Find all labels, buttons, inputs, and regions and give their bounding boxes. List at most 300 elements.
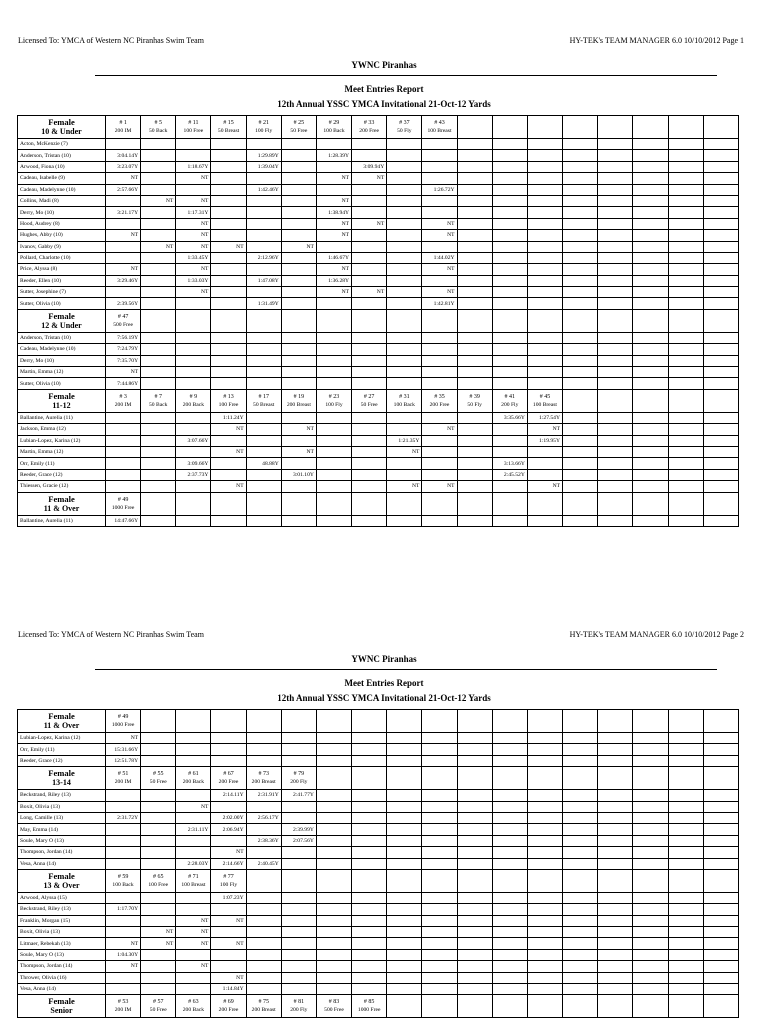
event-header-cell [352, 995, 387, 1018]
event-name: 200 Back [182, 401, 205, 408]
entry-time [422, 915, 457, 926]
event-header-cell [422, 767, 457, 790]
entry-time [316, 755, 351, 766]
entry-time [141, 915, 176, 926]
entry-time [668, 904, 703, 915]
table-row [18, 972, 739, 983]
event-header-cell [141, 995, 176, 1018]
entry-time [703, 744, 738, 755]
entry-time [703, 801, 738, 812]
event-header-cell [633, 995, 668, 1018]
entry-time [387, 961, 422, 972]
entry-time [141, 858, 176, 869]
entry-time [352, 733, 387, 744]
event-header-cell [176, 710, 211, 733]
event-number: # 69 [223, 999, 234, 1006]
event-header-cell [281, 767, 316, 790]
entry-time: 7:24.79Y [106, 344, 141, 355]
entry-time: 7:35.70Y [106, 355, 141, 366]
table-row [18, 904, 739, 915]
entry-time: 1:19.95Y [527, 435, 562, 446]
entry-time [492, 812, 527, 823]
entry-time: NT [211, 424, 246, 435]
entry-time [703, 824, 738, 835]
swimmer-name: Cadeau, Madelynne (10) [18, 344, 106, 355]
event-header-cell [598, 995, 633, 1018]
entry-time [316, 915, 351, 926]
entry-time [668, 801, 703, 812]
entry-time [352, 858, 387, 869]
entry-time: NT [176, 287, 211, 298]
entry-time [246, 961, 281, 972]
entry-time [281, 892, 316, 903]
swimmer-name: Cadeau, Isabelle (9) [18, 173, 106, 184]
event-header-cell [492, 869, 527, 892]
event-header-cell [176, 869, 211, 892]
entry-time: NT [211, 847, 246, 858]
entry-time [211, 733, 246, 744]
entry-time [668, 949, 703, 960]
entry-time [281, 927, 316, 938]
swimmer-name: Vesa, Anna (14) [18, 858, 106, 869]
entry-time [141, 812, 176, 823]
meet-title: 12th Annual YSSC YMCA Invitational 21-Oct-12 Yards [277, 99, 491, 109]
entry-time [141, 824, 176, 835]
entry-time [281, 904, 316, 915]
entry-time [703, 847, 738, 858]
entry-time [457, 812, 492, 823]
event-number: # 63 [188, 999, 199, 1006]
entry-time [598, 824, 633, 835]
event-number: # 27 [363, 393, 375, 400]
entry-time [246, 972, 281, 983]
entry-time [598, 858, 633, 869]
event-number: # 21 [258, 120, 269, 126]
entry-time [141, 972, 176, 983]
event-header-cell [703, 767, 738, 790]
entry-time [141, 790, 176, 801]
entry-time [598, 755, 633, 766]
swimmer-name: Reeder, Grace (12) [18, 755, 106, 766]
entry-time: 15:31.66Y [106, 744, 141, 755]
event-header-cell [281, 710, 316, 733]
entry-time [106, 824, 141, 835]
event-header-cell [352, 767, 387, 790]
swimmer-name: Sutter, Olivia (10) [18, 298, 106, 309]
event-header-cell [563, 995, 598, 1018]
entry-time [527, 949, 562, 960]
entry-time: 7:44.86Y [106, 378, 141, 389]
entry-time [352, 949, 387, 960]
entry-time [668, 961, 703, 972]
event-header-cell [422, 710, 457, 733]
entry-time [176, 835, 211, 846]
entry-time [527, 938, 562, 949]
entry-time [106, 801, 141, 812]
entry-time [633, 892, 668, 903]
group-gender: Female [48, 711, 75, 721]
entry-time [527, 755, 562, 766]
entry-time [352, 984, 387, 995]
entry-time [668, 858, 703, 869]
event-header-cell [106, 995, 141, 1018]
entry-time [633, 915, 668, 926]
event-name: 200 Fly [501, 401, 519, 408]
entry-time [141, 949, 176, 960]
entry-time: NT [176, 195, 211, 206]
event-name: 200 Back [182, 1007, 205, 1014]
event-header-cell [387, 869, 422, 892]
event-name: 200 IM [114, 401, 132, 408]
event-header-cell [633, 767, 668, 790]
entry-time: 1:17.70Y [106, 904, 141, 915]
event-header-cell [141, 767, 176, 790]
entry-time [106, 847, 141, 858]
entry-time [352, 961, 387, 972]
entry-time [352, 972, 387, 983]
entry-time [527, 744, 562, 755]
event-header-cell [246, 767, 281, 790]
event-header-cell [246, 710, 281, 733]
entry-time [387, 904, 422, 915]
entry-time: 1:18.67Y [176, 161, 211, 172]
event-header-cell [457, 869, 492, 892]
swimmer-name: Lubian-Lopez, Karina (12) [18, 733, 106, 744]
entry-time [281, 915, 316, 926]
group-age: 12 & Under [41, 320, 82, 330]
entry-time [633, 733, 668, 744]
entry-time [457, 858, 492, 869]
entry-time [316, 847, 351, 858]
event-name: 50 Free [360, 401, 378, 408]
event-number: # 37 [399, 120, 410, 126]
entry-time [352, 755, 387, 766]
entry-time [211, 835, 246, 846]
entry-time [563, 847, 598, 858]
event-header-cell [703, 869, 738, 892]
entry-time: 1:04.30Y [106, 949, 141, 960]
entry-time [422, 949, 457, 960]
table-row [18, 961, 739, 972]
entry-time [387, 801, 422, 812]
entry-time [633, 938, 668, 949]
entry-time [176, 984, 211, 995]
entry-time [141, 961, 176, 972]
entry-time: NT [422, 230, 457, 241]
entry-time [211, 755, 246, 766]
entry-time [141, 835, 176, 846]
event-header-cell [527, 710, 562, 733]
entry-time: NT [211, 446, 246, 457]
entry-time [668, 824, 703, 835]
entry-time: 1:17.31Y [176, 207, 211, 218]
entry-time [176, 812, 211, 823]
event-name: 100 Back [393, 401, 415, 408]
entry-time: NT [176, 264, 211, 275]
event-name: 100 Fly [325, 401, 343, 408]
entry-time [387, 824, 422, 835]
entry-time [246, 938, 281, 949]
entry-time: 2:39.99Y [281, 824, 316, 835]
entry-time [211, 927, 246, 938]
entry-time [422, 972, 457, 983]
group-age: Senior [50, 1006, 73, 1016]
entry-time [703, 904, 738, 915]
entry-time [668, 744, 703, 755]
entry-time [457, 892, 492, 903]
entry-time [316, 972, 351, 983]
entry-time [281, 812, 316, 823]
entry-time [106, 858, 141, 869]
entry-time [316, 733, 351, 744]
entry-time: NT [106, 733, 141, 744]
entry-time [457, 927, 492, 938]
entry-time [422, 927, 457, 938]
entry-time: NT [176, 961, 211, 972]
event-name: 100 Breast [427, 128, 452, 134]
swimmer-name: Pollard, Charlotte (10) [18, 252, 106, 263]
table-row [18, 847, 739, 858]
event-number: # 77 [223, 873, 234, 880]
entry-time [176, 892, 211, 903]
entry-time [176, 755, 211, 766]
entry-time [457, 847, 492, 858]
entry-time [633, 949, 668, 960]
entry-time [598, 892, 633, 903]
entry-time [316, 858, 351, 869]
entry-time [633, 927, 668, 938]
event-name: 50 Breast [217, 128, 240, 134]
group-age: 10 & Under [41, 127, 82, 136]
swimmer-name: Thompson, Jordan (14) [18, 961, 106, 972]
entry-time [387, 938, 422, 949]
entry-time [703, 972, 738, 983]
entry-time [703, 835, 738, 846]
entry-time [527, 790, 562, 801]
entry-time [387, 744, 422, 755]
entry-time [387, 835, 422, 846]
entry-time [387, 755, 422, 766]
event-name: 100 Free [218, 401, 239, 408]
event-number: # 85 [363, 999, 375, 1006]
event-header-cell [633, 869, 668, 892]
entry-time [527, 915, 562, 926]
entry-time [668, 733, 703, 744]
entry-time: NT [106, 230, 141, 241]
entry-time [176, 744, 211, 755]
event-header-cell [352, 710, 387, 733]
entry-time [703, 984, 738, 995]
event-name: 100 Back [323, 128, 345, 134]
entry-time [457, 915, 492, 926]
event-header-cell [211, 869, 246, 892]
entry-time: 1:46.67Y [316, 252, 351, 263]
event-name: 200 Back [182, 779, 205, 786]
entry-time [281, 744, 316, 755]
entry-time [457, 984, 492, 995]
table-row [18, 892, 739, 903]
entry-time [668, 915, 703, 926]
event-header-cell [527, 995, 562, 1018]
event-number: # 29 [328, 120, 340, 126]
event-header-cell [563, 869, 598, 892]
software-page-info: HY-TEK's TEAM MANAGER 6.0 10/10/2012 Page 2 [569, 630, 744, 639]
entry-time: 1:42.81Y [422, 298, 457, 309]
table-row [18, 984, 739, 995]
entry-time [633, 744, 668, 755]
entry-time [106, 927, 141, 938]
entry-time: 12:51.78Y [106, 755, 141, 766]
entry-time [598, 972, 633, 983]
entry-time [422, 801, 457, 812]
entry-time [633, 961, 668, 972]
event-header-cell [457, 710, 492, 733]
entry-time [141, 904, 176, 915]
entry-time: 3:29.46Y [106, 275, 141, 286]
entry-time: 2:31.11Y [176, 824, 211, 835]
entry-time: 1:27.54Y [527, 412, 562, 423]
entry-time [492, 744, 527, 755]
entry-time [387, 812, 422, 823]
event-header-cell [563, 767, 598, 790]
event-number: # 35 [434, 393, 445, 400]
entry-time [457, 835, 492, 846]
event-header-cell [316, 995, 351, 1018]
license-text: Licensed To: YMCA of Western NC Piranhas Swim Team [18, 36, 204, 45]
event-number: # 3 [119, 393, 127, 400]
entry-time: NT [352, 173, 387, 184]
entry-time [703, 961, 738, 972]
group-label [18, 995, 106, 1018]
entry-time: 1:28.39Y [316, 150, 351, 161]
entry-time [106, 835, 141, 846]
entry-time [422, 961, 457, 972]
entry-time: NT [176, 230, 211, 241]
report-title: Meet Entries Report [344, 678, 424, 688]
entry-time [633, 812, 668, 823]
swimmer-name: Soule, Mary O (13) [18, 835, 106, 846]
entry-time [598, 984, 633, 995]
event-header-cell [281, 869, 316, 892]
group-header-row [18, 995, 739, 1018]
swimmer-name: Long, Camille (13) [18, 812, 106, 823]
swimmer-name: Reeder, Grace (12) [18, 469, 106, 480]
entry-time [527, 961, 562, 972]
entry-time: NT [316, 230, 351, 241]
group-label [18, 869, 106, 892]
entry-time [141, 744, 176, 755]
event-name: 50 Free [149, 1007, 167, 1014]
entry-time [563, 801, 598, 812]
entry-time [352, 744, 387, 755]
entry-time [563, 755, 598, 766]
entry-time [352, 790, 387, 801]
entry-time [563, 892, 598, 903]
group-age: 11 & Over [43, 503, 80, 513]
entry-time [246, 744, 281, 755]
event-number: # 61 [188, 771, 199, 778]
entry-time [281, 755, 316, 766]
entry-time [281, 801, 316, 812]
event-header-cell [316, 869, 351, 892]
entry-time [668, 938, 703, 949]
group-age: 13-14 [52, 778, 71, 788]
entry-time [457, 744, 492, 755]
entry-time: 48.88Y [246, 458, 281, 469]
event-header-cell [527, 869, 562, 892]
entry-time [527, 984, 562, 995]
table-row [18, 801, 739, 812]
entry-time: 3:13.66Y [492, 458, 527, 469]
event-number: # 19 [293, 393, 305, 400]
event-number: # 59 [117, 873, 129, 880]
entry-time [527, 812, 562, 823]
group-header-row [18, 767, 739, 790]
entry-time [246, 927, 281, 938]
entry-time: NT [281, 424, 316, 435]
table-row [18, 938, 739, 949]
entry-time [598, 847, 633, 858]
swimmer-name: Boxit, Olivia (13) [18, 927, 106, 938]
entry-time: NT [176, 915, 211, 926]
entry-time: 2:39.56Y [106, 298, 141, 309]
event-header-cell [211, 995, 246, 1018]
event-name: 100 Fly [255, 128, 273, 134]
entry-time [668, 790, 703, 801]
swimmer-name: Beckstrand, Riley (13) [18, 790, 106, 801]
entry-time [703, 915, 738, 926]
entry-time [598, 927, 633, 938]
entry-time [141, 733, 176, 744]
entry-time [457, 949, 492, 960]
event-header-cell [246, 995, 281, 1018]
entry-time [563, 744, 598, 755]
entry-time [492, 949, 527, 960]
entry-time: NT [316, 287, 351, 298]
entry-time [422, 744, 457, 755]
entry-time: 2:14.11Y [211, 790, 246, 801]
entry-time [457, 801, 492, 812]
entry-time [246, 801, 281, 812]
entry-time [563, 790, 598, 801]
group-header-row [18, 869, 739, 892]
entry-time [668, 755, 703, 766]
entry-time [633, 790, 668, 801]
swimmer-name: Collins, Madi (8) [18, 195, 106, 206]
entry-time [492, 824, 527, 835]
event-header-cell [668, 995, 703, 1018]
entry-time: NT [422, 264, 457, 275]
entry-time [281, 938, 316, 949]
event-number: # 9 [189, 393, 198, 400]
entry-time [668, 972, 703, 983]
entry-time [281, 847, 316, 858]
entry-time: 2:07.56Y [281, 835, 316, 846]
event-name: 200 Breast [251, 779, 276, 786]
entry-time: 1:21.35Y [387, 435, 422, 446]
entry-time [563, 949, 598, 960]
entry-time [633, 904, 668, 915]
event-header-cell [176, 767, 211, 790]
entry-time [281, 972, 316, 983]
entry-time [211, 949, 246, 960]
entry-time [352, 812, 387, 823]
event-number: # 73 [258, 771, 269, 778]
entry-time [598, 812, 633, 823]
entry-time [316, 744, 351, 755]
entry-time: 1:47.08Y [246, 275, 281, 286]
event-name: 50 Back [148, 401, 168, 408]
